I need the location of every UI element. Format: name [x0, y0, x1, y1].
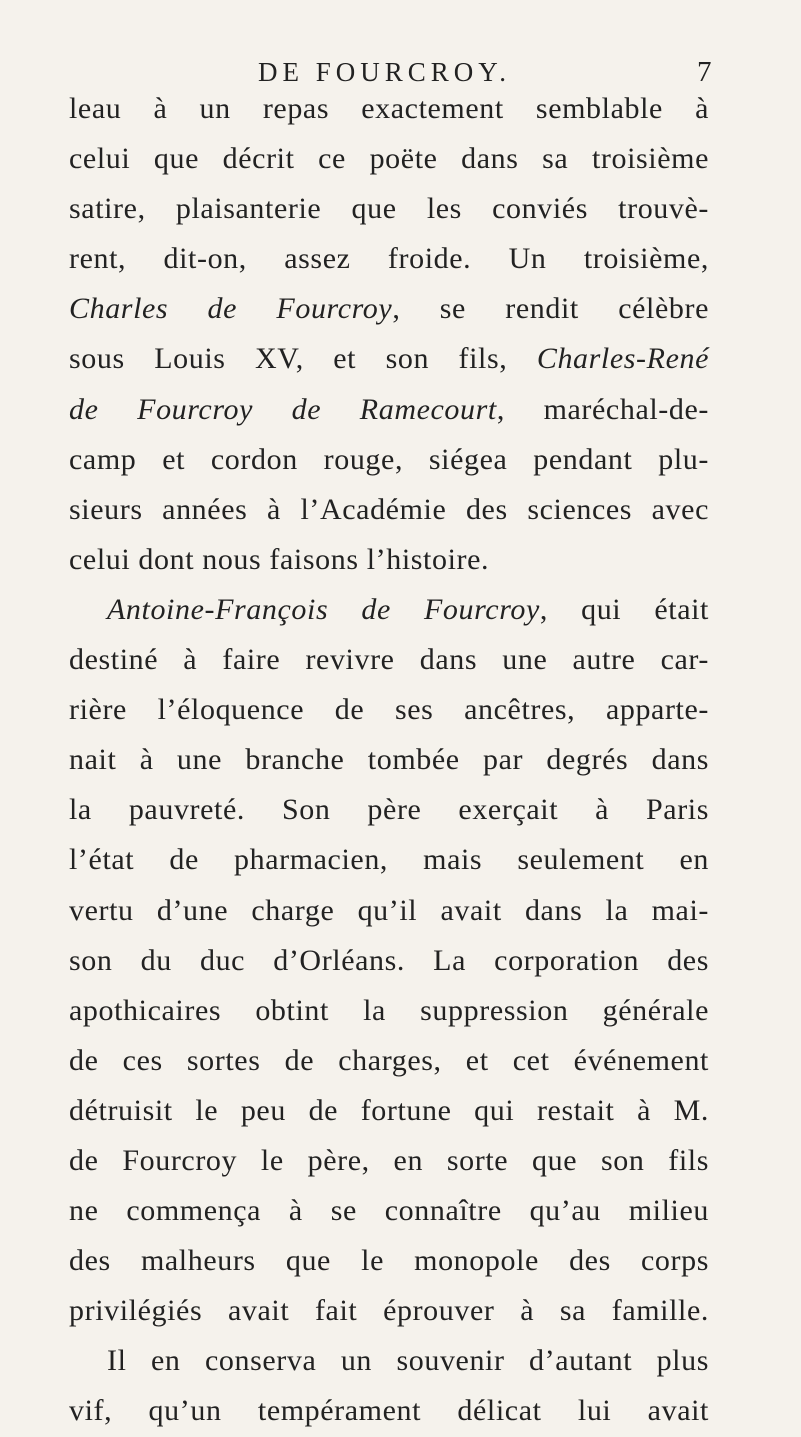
text-line — [69, 1236, 709, 1286]
text-segment: vertu d’une charge qu’il avait dans la mai- — [69, 893, 709, 927]
text-segment: sieurs années à l’Académie des sciences avec — [69, 492, 709, 526]
text-line — [69, 1036, 709, 1086]
text-segment: , maréchal-de- — [496, 392, 709, 426]
text-segment: nait à une branche tombée par degrés dans — [69, 743, 709, 777]
text-line — [69, 1286, 709, 1336]
text-line — [69, 1136, 709, 1186]
page-number: 7 — [697, 56, 712, 88]
text-segment: Il en conserva un souvenir d’autant plus — [107, 1344, 709, 1378]
text-segment: ne commença à se connaître qu’au milieu — [69, 1194, 709, 1228]
text-line — [69, 334, 709, 384]
body-text — [69, 84, 709, 1437]
text-segment: l’état de pharmacien, mais seulement en — [69, 843, 709, 877]
text-segment: de Fourcroy le père, en sorte que son fils — [69, 1143, 709, 1177]
text-line — [69, 1336, 709, 1386]
text-segment: leau à un repas exactement semblable à — [69, 92, 709, 125]
text-segment: destiné à faire revivre dans une autre car- — [69, 643, 709, 677]
italic-text: Charles de Fourcroy — [69, 292, 393, 326]
text-line — [69, 785, 709, 835]
text-line — [69, 685, 709, 735]
text-line — [69, 886, 709, 936]
text-line — [69, 735, 709, 785]
text-line — [69, 585, 709, 635]
text-segment: celui dont nous faisons l’histoire. — [69, 542, 490, 576]
text-segment: privilégiés avait fait éprouver à sa famille. — [69, 1294, 709, 1328]
text-line — [69, 485, 709, 535]
text-segment: satire, plaisanterie que les conviés trouvè- — [69, 192, 709, 226]
text-segment: camp et cordon rouge, siégea pendant plu- — [69, 442, 709, 476]
text-line — [69, 1086, 709, 1136]
text-line — [69, 385, 709, 435]
text-segment: , se rendit célèbre — [392, 292, 710, 326]
text-segment: rière l’éloquence de ses ancêtres, apparte- — [69, 693, 709, 727]
text-segment: rent, dit-on, assez froide. Un troisième, — [69, 242, 709, 276]
text-line — [69, 234, 709, 284]
text-line — [69, 134, 709, 184]
text-line — [69, 986, 709, 1036]
running-title: DE FOURCROY. — [258, 57, 512, 87]
text-line — [69, 635, 709, 685]
text-segment: celui que décrit ce poëte dans sa troisième — [69, 142, 709, 176]
text-line — [69, 835, 709, 885]
text-segment: de ces sortes de charges, et cet événement — [69, 1043, 709, 1077]
text-line — [69, 936, 709, 986]
text-line — [69, 1386, 709, 1436]
text-line — [69, 84, 709, 134]
text-line — [69, 535, 709, 585]
italic-text: Antoine-François de Fourcroy — [107, 592, 540, 626]
text-line — [69, 284, 709, 334]
text-line — [69, 435, 709, 485]
text-segment: détruisit le peu de fortune qui restait à M. — [69, 1093, 709, 1127]
text-segment: des malheurs que le monopole des corps — [69, 1244, 709, 1278]
text-segment: apothicaires obtint la suppression générale — [69, 993, 709, 1027]
text-segment: son du duc d’Orléans. La corporation des — [69, 943, 709, 977]
text-line — [69, 1186, 709, 1236]
text-segment: sous Louis XV, et son fils, — [69, 342, 537, 376]
italic-text: de Fourcroy de Ramecourt — [69, 392, 497, 426]
italic-text: Charles-René — [536, 342, 709, 376]
text-segment: vif, qu’un tempérament délicat lui avait — [69, 1394, 709, 1428]
text-line — [69, 184, 709, 234]
text-segment: la pauvreté. Son père exerçait à Paris — [69, 793, 709, 827]
text-segment: , qui était — [539, 592, 709, 626]
